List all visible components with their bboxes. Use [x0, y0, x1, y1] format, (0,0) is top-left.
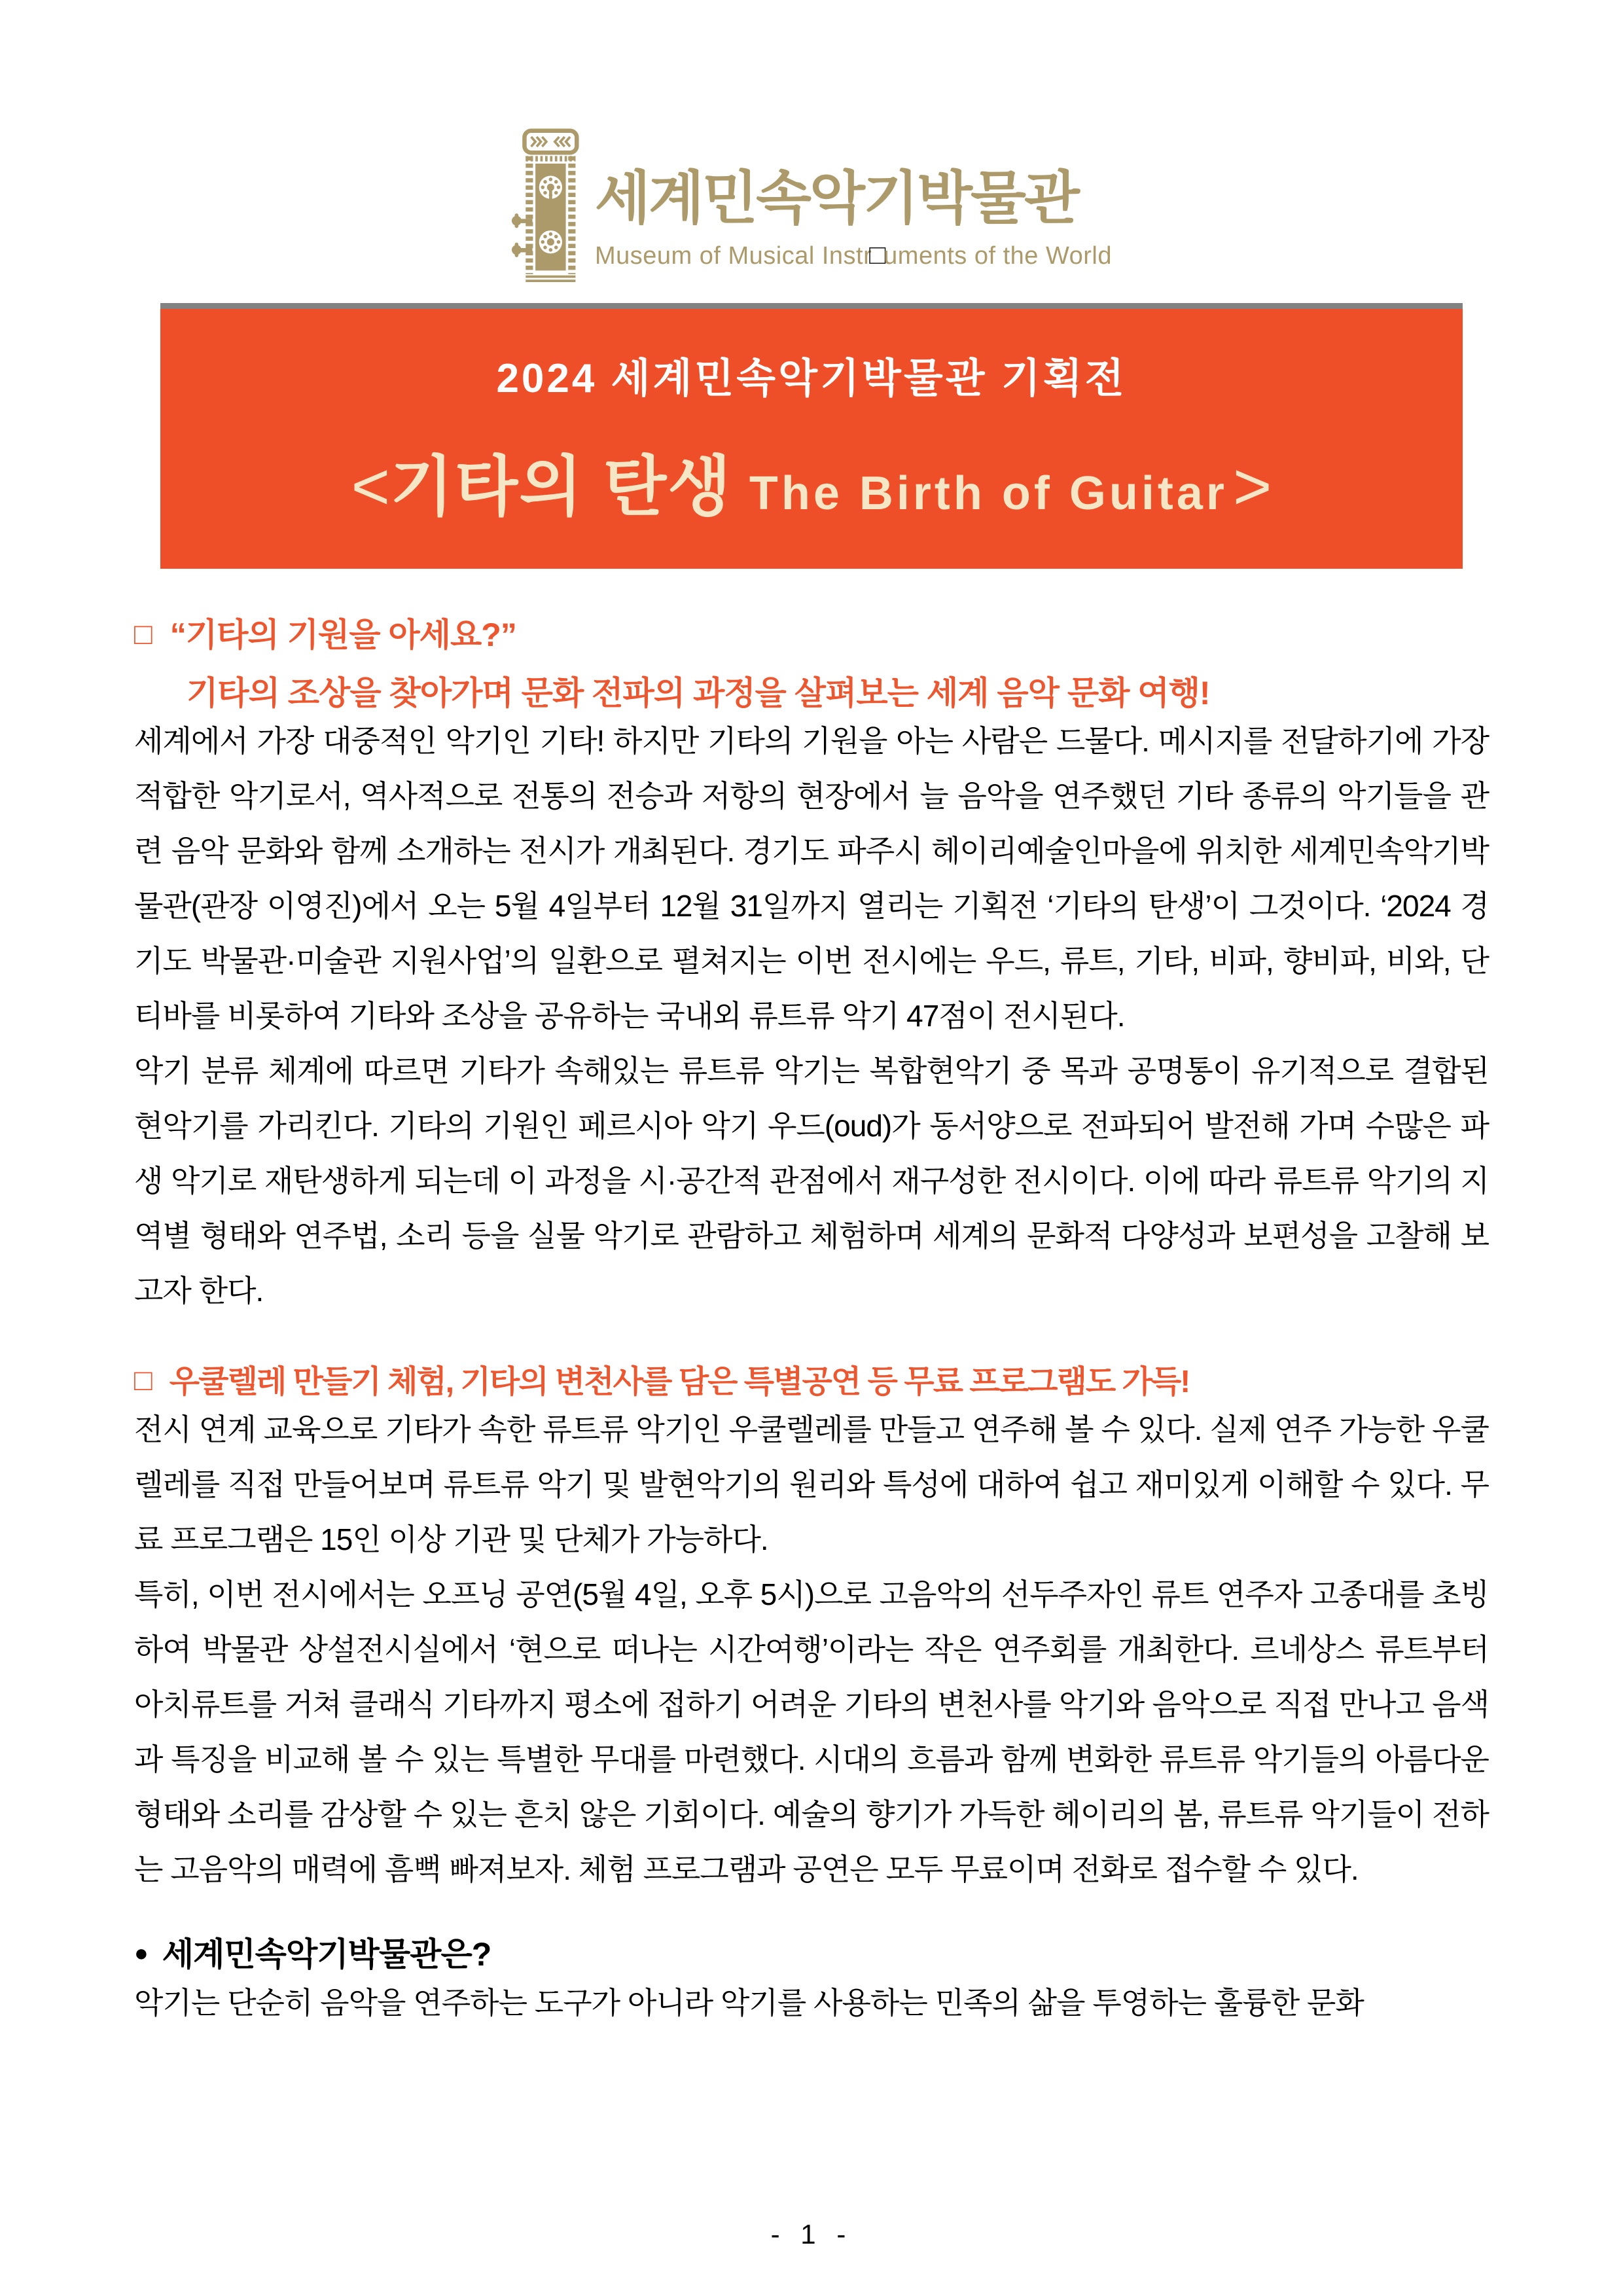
logo-korean-name: 세계민속악기박물관 [594, 168, 1079, 231]
logo-english-name [595, 239, 1112, 270]
logo-english-suffix: uments of the World [883, 242, 1113, 270]
paragraph-classification: 악기 분류 체계에 따르면 기타가 속해있는 류트류 악기는 복합현악기 중 목과 공명통이 유기적으로 결합된 현악기를 가리킨다. 기타의 기원인 페르시아 악기 우드(oud)가 동서양으로 전파되어 발전해 가며 수많은 파생 악기로 재탄생하게 되는데 이 과정을 시·공간적 관점에서 재구성한 전시이다. 이에 따라 류트류 악기의 지역별 형태와 연주법, 소리 등을 실물 악기로 관람하고 체험하며 세계의 문화적 다양성과 보편성을 고찰해 보고자 한다. [134, 1054, 1489, 1308]
banner-bracket-close: > [1232, 449, 1272, 524]
heading-about-text: 세계민속악기박물관은? [162, 1936, 491, 1973]
document-body [0, 615, 1623, 2030]
heading-origin-text: “기타의 기원을 아세요?” [169, 617, 516, 653]
paragraph-intro: 세계에서 가장 대중적인 악기인 기타! 하지만 기타의 기원을 아는 사람은 드물다. 메시지를 전달하기에 가장 적합한 악기로서, 역사적으로 전통의 전승과 저항의 현장에서 늘 음악을 연주했던 기타 종류의 악기들을 관련 음악 문화와 함께 소개하는 전시가 개최된다. 경기도 파주시 헤이리예술인마을에 위치한 세계민속악기박물관(관장 이영진)에서 오는 5월 4일부터 12월 31일까지 열리는 기획전 ‘기타의 탄생’이 그것이다. ‘2024 경기도 박물관·미술관 지원사업’의 일환으로 펼쳐지는 이번 전시에는 우드, 류트, 기타, 비파, 향비파, 비와, 단티바를 비롯하여 기타와 조상을 공유하는 국내외 류트류 악기 47점이 전시된다. [134, 724, 1489, 1033]
banner-bracket-open: < [351, 449, 391, 524]
banner-title-english: The Birth of Guitar [749, 467, 1228, 520]
banner-title-korean: 기타의 탄생 [390, 450, 732, 524]
section-heading-origin [134, 615, 1489, 713]
museum-logo [0, 128, 1623, 285]
paragraph-opening-concert: 특히, 이번 전시에서는 오프닝 공연(5월 4일, 오후 5시)으로 고음악의 선두주자인 류트 연주자 고종대를 초빙하여 박물관 상설전시실에서 ‘현으로 떠나는 시간여행’이라는 작은 연주회를 개최한다. 르네상스 류트부터 아치류트를 거쳐 클래식 기타까지 평소에 접하기 어려운 기타의 변천사를 악기와 음악으로 직접 만나고 음색과 특징을 비교해 볼 수 있는 특별한 무대를 마련했다. 시대의 흐름과 함께 변화한 류트류 악기들의 아름다운 형태와 소리를 감상할 수 있는 흔치 않은 기회이다. 예술의 향기가 가득한 헤이리의 봄, 류트류 악기들이 전하는 고음악의 매력에 흠뻑 빠져보자. 체험 프로그램과 공연은 모두 무료이며 전화로 접수할 수 있다. [134, 1577, 1489, 1886]
banner-subtitle: 2024 세계민속악기박물관 기획전 [496, 356, 1127, 401]
missing-glyph-box: □ [869, 239, 887, 270]
banner-title [160, 434, 1463, 528]
logo-english-prefix: Museum of Musical Instr [594, 242, 872, 270]
paragraph-about-museum: 악기는 단순히 음악을 연주하는 도구가 아니라 악기를 사용하는 민족의 삶을 투영하는 훌륭한 문화 [134, 1986, 1364, 2020]
square-bullet-icon: □ [134, 617, 152, 651]
square-bullet-icon: □ [134, 1363, 151, 1397]
paragraph-education: 전시 연계 교육으로 기타가 속한 류트류 악기인 우쿨렐레를 만들고 연주해 볼 수 있다. 실제 연주 가능한 우쿨렐레를 직접 만들어보며 류트류 악기 및 발현악기의 원리와 특성에 대하여 쉽고 재미있게 이해할 수 있다. 무료 프로그램은 15인 이상 기관 및 단체가 가능하다. [134, 1412, 1489, 1556]
heading-origin-line1 [134, 615, 1489, 656]
exhibition-banner [160, 303, 1463, 569]
heading-origin-line2: 기타의 조상을 찾아가며 문화 전파의 과정을 살펴보는 세계 음악 문화 여행! [187, 674, 1210, 711]
page-number: - 1 - [770, 2219, 853, 2250]
circle-bullet-icon: ● [134, 1939, 148, 1966]
banner-body [160, 309, 1463, 569]
banner-top-bar [160, 303, 1463, 309]
logo-text-block [595, 128, 1112, 270]
lute-instrument-icon [511, 128, 579, 283]
section-heading-programs [134, 1363, 1489, 1402]
heading-programs-text: 우쿨렐레 만들기 체험, 기타의 변천사를 담은 특별공연 등 무료 프로그램도 가득! [169, 1365, 1190, 1399]
section-heading-about-museum [134, 1928, 1489, 1975]
